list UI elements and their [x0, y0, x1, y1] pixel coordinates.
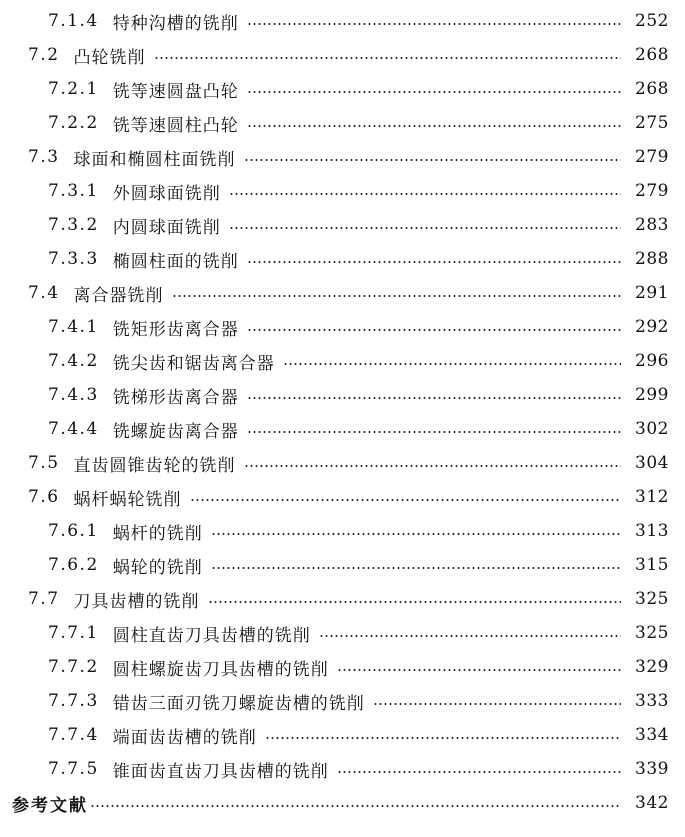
toc-entry-7-6[interactable] [0, 480, 685, 514]
toc-entry-page: 252 [635, 11, 669, 31]
toc-entry-7-4[interactable] [0, 276, 685, 310]
toc-entry-7-7-1[interactable] [0, 616, 685, 650]
toc-entry-number: 7.4.2 [48, 351, 99, 371]
toc-entry-page: 313 [635, 521, 669, 541]
toc-entry-number: 7.2.2 [48, 113, 99, 133]
toc-entry-title: 蜗杆蜗轮铣削 [73, 489, 182, 510]
toc-entry-title: 铣梯形齿离合器 [112, 387, 239, 408]
dot-leader [337, 771, 621, 773]
toc-entry-page: 268 [635, 79, 669, 99]
toc-entry-title: 凸轮铣削 [73, 47, 146, 68]
dot-leader [244, 159, 621, 161]
toc-entry-7-3-1[interactable] [0, 174, 685, 208]
dot-leader [373, 703, 621, 705]
toc-entry-7-7-2[interactable] [0, 650, 685, 684]
toc-entry-page: 279 [635, 181, 669, 201]
toc-entry-number: 7.7.1 [48, 623, 99, 643]
dot-leader [244, 465, 621, 467]
toc-entry-number: 7.3 [28, 147, 60, 167]
toc-entry-page: 291 [635, 283, 669, 303]
toc-entry-title: 铣等速圆盘凸轮 [112, 81, 239, 102]
dot-leader [211, 567, 621, 569]
dot-leader [319, 635, 621, 637]
toc-entry-7-6-2[interactable] [0, 548, 685, 582]
toc-entry-7-6-1[interactable] [0, 514, 685, 548]
toc-entry-7-7-5[interactable] [0, 752, 685, 786]
toc-entry-page: 304 [635, 453, 669, 473]
toc-entry-title: 端面齿齿槽的铣削 [112, 727, 257, 748]
toc-entry-page: 333 [635, 691, 669, 711]
dot-leader [247, 431, 621, 433]
toc-entry-number: 7.3.3 [48, 249, 99, 269]
toc-entry-7-7-3[interactable] [0, 684, 685, 718]
toc-entry-7-2-1[interactable] [0, 72, 685, 106]
dot-leader [265, 737, 621, 739]
toc-entry-7-5[interactable] [0, 446, 685, 480]
dot-leader [247, 91, 621, 93]
dot-leader [172, 295, 621, 297]
toc-entry-title: 铣尖齿和锯齿离合器 [112, 353, 275, 374]
toc-entry-number: 7.7.3 [48, 691, 99, 711]
dot-leader [229, 193, 621, 195]
toc-entry-title: 内圆球面铣削 [112, 217, 221, 238]
toc-entry-7-4-1[interactable] [0, 310, 685, 344]
toc-entry-title: 圆柱螺旋齿刀具齿槽的铣削 [112, 659, 329, 680]
toc-entry-number: 7.5 [28, 453, 60, 473]
toc-entry-page: 312 [635, 487, 669, 507]
toc-entry-number: 7.7 [28, 589, 60, 609]
dot-leader [247, 329, 621, 331]
toc-entry-7-2-2[interactable] [0, 106, 685, 140]
toc-entry-title: 球面和椭圆柱面铣削 [73, 149, 236, 170]
toc-entry-title: 刀具齿槽的铣削 [73, 591, 200, 612]
toc-entry-title: 铣矩形齿离合器 [112, 319, 239, 340]
toc-entry-page: 299 [635, 385, 669, 405]
toc-entry-number: 7.1.4 [48, 11, 99, 31]
toc-entry-number: 7.4.4 [48, 419, 99, 439]
toc-entry-title: 直齿圆锥齿轮的铣削 [73, 455, 236, 476]
toc-entry-title: 圆柱直齿刀具齿槽的铣削 [112, 625, 311, 646]
toc-entry-title: 蜗轮的铣削 [112, 557, 203, 578]
toc-entry-number: 7.7.2 [48, 657, 99, 677]
toc-entry-title: 外圆球面铣削 [112, 183, 221, 204]
toc-entry-page: 275 [635, 113, 669, 133]
toc-entry-number: 7.7.4 [48, 725, 99, 745]
dot-leader [208, 601, 621, 603]
toc-entry-page: 315 [635, 555, 669, 575]
toc-entry-page: 302 [635, 419, 669, 439]
toc-entry-title: 离合器铣削 [73, 285, 164, 306]
toc-entry-number: 7.4.1 [48, 317, 99, 337]
dot-leader [283, 363, 621, 365]
toc-entry-7-1-4[interactable] [0, 4, 685, 38]
toc-entry-page: 283 [635, 215, 669, 235]
toc-entry-title: 椭圆柱面的铣削 [112, 251, 239, 272]
toc-entry-number: 7.3.2 [48, 215, 99, 235]
toc-entry-7-3-2[interactable] [0, 208, 685, 242]
toc-entry-7-4-2[interactable] [0, 344, 685, 378]
toc-entry-7-7-4[interactable] [0, 718, 685, 752]
toc-entry-number: 7.2.1 [48, 79, 99, 99]
toc-entry-references[interactable] [0, 786, 685, 820]
dot-leader [229, 227, 621, 229]
toc-entry-title: 参考文献 [12, 795, 88, 816]
toc-entry-page: 279 [635, 147, 669, 167]
dot-leader [190, 499, 621, 501]
dot-leader [247, 125, 621, 127]
dot-leader [337, 669, 621, 671]
dot-leader [247, 23, 621, 25]
toc-entry-page: 342 [635, 793, 669, 813]
toc-entry-title: 错齿三面刃铣刀螺旋齿槽的铣削 [112, 693, 365, 714]
toc-entry-page: 296 [635, 351, 669, 371]
toc-entry-title: 蜗杆的铣削 [112, 523, 203, 544]
toc-entry-7-3-3[interactable] [0, 242, 685, 276]
dot-leader [90, 805, 621, 807]
dot-leader [247, 397, 621, 399]
toc-entry-number: 7.3.1 [48, 181, 99, 201]
toc-entry-title: 锥面齿直齿刀具齿槽的铣削 [112, 761, 329, 782]
toc-entry-page: 292 [635, 317, 669, 337]
toc-entry-number: 7.4 [28, 283, 60, 303]
dot-leader [247, 261, 621, 263]
toc-entry-number: 7.6.1 [48, 521, 99, 541]
dot-leader [211, 533, 621, 535]
toc-entry-7-3[interactable] [0, 140, 685, 174]
toc-entry-title: 铣等速圆柱凸轮 [112, 115, 239, 136]
toc-entry-number: 7.7.5 [48, 759, 99, 779]
toc-entry-page: 325 [635, 623, 669, 643]
toc-entry-title: 特种沟槽的铣削 [112, 13, 239, 34]
toc-entry-7-4-4[interactable] [0, 412, 685, 446]
toc-entry-number: 7.4.3 [48, 385, 99, 405]
toc-entry-page: 339 [635, 759, 669, 779]
toc-entry-page: 288 [635, 249, 669, 269]
toc-entry-page: 268 [635, 45, 669, 65]
toc-entry-number: 7.2 [28, 45, 60, 65]
toc-entry-7-2[interactable] [0, 38, 685, 72]
toc-entry-7-7[interactable] [0, 582, 685, 616]
toc-entry-page: 334 [635, 725, 669, 745]
toc-entry-page: 325 [635, 589, 669, 609]
toc-entry-number: 7.6.2 [48, 555, 99, 575]
dot-leader [154, 57, 621, 59]
toc-entry-title: 铣螺旋齿离合器 [112, 421, 239, 442]
table-of-contents [0, 4, 685, 820]
toc-entry-page: 329 [635, 657, 669, 677]
toc-entry-7-4-3[interactable] [0, 378, 685, 412]
toc-entry-number: 7.6 [28, 487, 60, 507]
